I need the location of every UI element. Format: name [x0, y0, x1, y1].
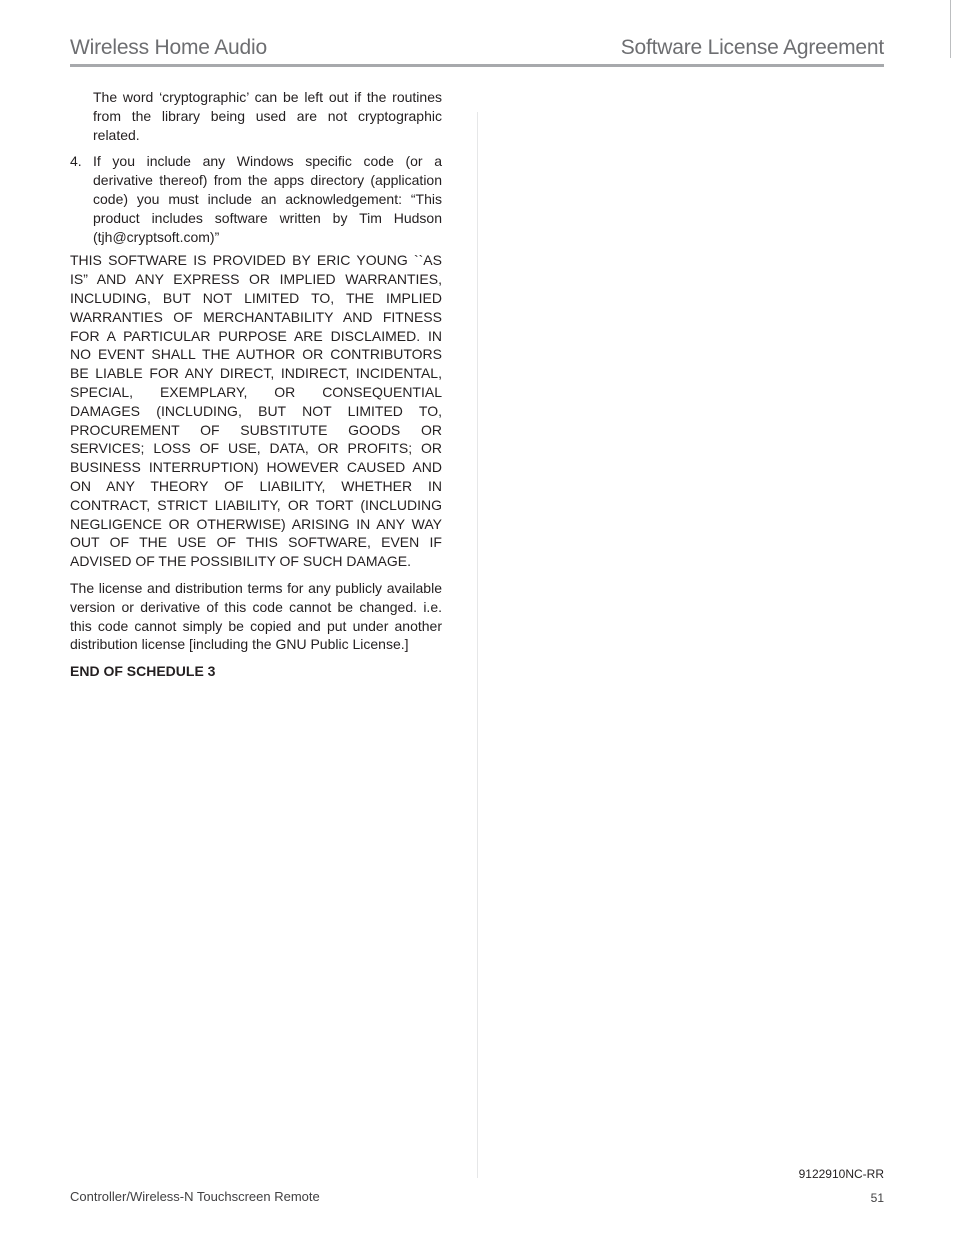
page-number: 51: [870, 1191, 884, 1205]
page-corner-mark: [950, 0, 951, 58]
list-item-text: If you include any Windows specific code (or a derivative thereof) from the apps directory (application code) you must include an acknowledgement: “This product includes software written by Tim Hudson (tjh@cryptsoft.com)”: [93, 153, 442, 245]
list-item-4: [70, 152, 442, 246]
header-section-title: Software License Agreement: [620, 36, 884, 59]
header-product-title: Wireless Home Audio: [70, 36, 267, 59]
header-rule: [70, 64, 884, 67]
warranty-disclaimer-paragraph: THIS SOFTWARE IS PROVIDED BY ERIC YOUNG ``AS IS” AND ANY EXPRESS OR IMPLIED WARRANTIES, INCLUDING, BUT NOT LIMITED TO, THE IMPLIED WARRANTIES OF MERCHANTABILITY AND FITNESS FOR A PARTICULAR PURPOSE ARE DISCLAIMED. IN NO EVENT SHALL THE AUTHOR OR CONTRIBUTORS BE LIABLE FOR ANY DIRECT, INDIRECT, INCIDENTAL, SPECIAL, EXEMPLARY, OR CONSEQUENTIAL DAMAGES (INCLUDING, BUT NOT LIMITED TO, PROCUREMENT OF SUBSTITUTE GOODS OR SERVICES; LOSS OF USE, DATA, OR PROFITS; OR BUSINESS INTERRUPTION) HOWEVER CAUSED AND ON ANY THEORY OF LIABILITY, WHETHER IN CONTRACT, STRICT LIABILITY, OR TORT (INCLUDING NEGLIGENCE OR OTHERWISE) ARISING IN ANY WAY OUT OF THE USE OF THIS SOFTWARE, EVEN IF ADVISED OF THE POSSIBILITY OF SUCH DAMAGE.: [70, 252, 442, 570]
footer-product-name: Controller/Wireless-N Touchscreen Remote: [70, 1189, 320, 1204]
list-item-number: 4.: [70, 153, 82, 170]
end-of-schedule-heading: END OF SCHEDULE 3: [70, 663, 216, 680]
license-terms-paragraph: The license and distribution terms for any publicly available version or derivative of this code cannot be changed. i.e. this code cannot simply be copied and put under another distribution license [including the GNU Public License.]: [70, 579, 442, 653]
license-text-column: [70, 88, 442, 689]
document-code: 9122910NC-RR: [798, 1167, 884, 1181]
cryptographic-note-paragraph: The word ‘cryptographic’ can be left out if the routines from the library being used are not cryptographic related.: [93, 89, 442, 143]
column-divider: [477, 112, 478, 1178]
